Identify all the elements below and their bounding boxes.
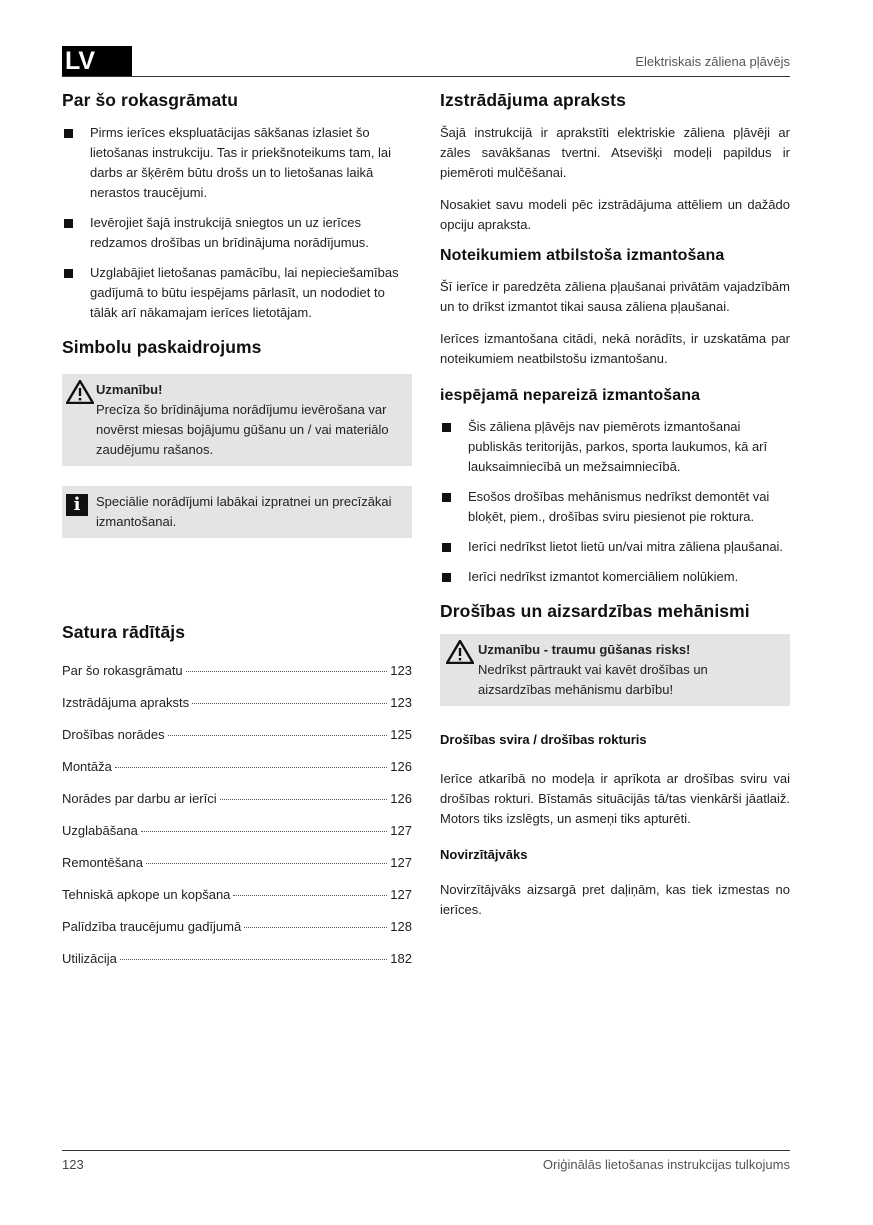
about-heading: Par šo rokasgrāmatu (62, 90, 239, 110)
warning-text: Precīza šo brīdinājuma norādījumu ievērošana var novērst miesas bojājumu gūšanu un / vai materiālo zaudējumu rašanos. (96, 402, 389, 457)
bullet-icon (442, 543, 451, 552)
warning-triangle-icon (446, 640, 474, 664)
page-header (62, 46, 790, 77)
description-section (440, 90, 790, 235)
intended-use-heading: Noteikumiem atbilstoša izmantošana (440, 247, 725, 264)
toc-item: Palīdzība traucējumu gadījumā 128 (62, 919, 412, 934)
list-item: Esošos drošības mehānismus nedrīkst demontēt vai bloķēt, piem., drošības sviru piesienot pie roktura. (440, 487, 790, 527)
bullet-icon (442, 573, 451, 582)
symbols-heading: Simbolu paskaidrojums (62, 337, 262, 357)
document-title: Elektriskais zāliena pļāvējs (635, 54, 790, 69)
toc-item: Drošības norādes 125 (62, 727, 412, 742)
intended-use-paragraph: Ierīces izmantošana citādi, nekā norādīts, ir uzskatāma par noteikumiem neatbilstošu izmantošanu. (440, 331, 790, 366)
toc-item: Uzglabāšana 127 (62, 823, 412, 838)
lever-paragraph: Ierīce atkarībā no modeļa ir aprīkota ar drošības sviru vai drošības rokturi. Bīstamās situācijās tā/tas vienkārši jāatlaiž. Motors tiks izslēgts, un asmeņi tiks apturēti. (440, 771, 790, 826)
symbols-section (62, 337, 412, 538)
list-item: Šis zāliena pļāvējs nav piemērots izmantošanai publiskās teritorijās, parkos, sporta laukumos, kā arī lauksaimniecībā un mežsaimniecībā. (440, 417, 790, 477)
list-item: Uzglabājiet lietošanas pamācību, lai nepieciešamības gadījumā to būtu iespējams pārlasīt, un nododiet to tālāk arī nākamajam ierīces lietotājam. (62, 263, 412, 323)
toc-item: Par šo rokasgrāmatu 123 (62, 663, 412, 678)
toc-item: Utilizācija 182 (62, 951, 412, 966)
safety-section (440, 601, 790, 920)
info-icon: i (66, 494, 88, 516)
bullet-icon (442, 493, 451, 502)
list-item: Ierīci nedrīkst izmantot komerciāliem nolūkiem. (440, 567, 790, 587)
right-column (440, 90, 790, 932)
safety-heading: Drošības un aizsardzības mehānismi (440, 601, 750, 621)
toc-item: Norādes par darbu ar ierīci 126 (62, 791, 412, 806)
bullet-icon (64, 129, 73, 138)
toc-item: Montāža 126 (62, 759, 412, 774)
misuse-heading: iespējamā nepareizā izmantošana (440, 387, 701, 404)
deflector-heading: Novirzītājvāks (440, 847, 528, 862)
description-paragraph: Šajā instrukcijā ir aprakstīti elektriskie zāliena pļāvēji ar zāles savākšanas tvertni. Atsevišķi modeļi papildus ir piemēroti mulčēšanai. (440, 125, 790, 180)
left-column (62, 90, 412, 966)
bullet-icon (64, 219, 73, 228)
bullet-icon (442, 423, 451, 432)
lever-heading: Drošības svira / drošības rokturis (440, 732, 647, 747)
warning-triangle-icon (66, 380, 94, 404)
warning-notice (62, 374, 412, 466)
footer-text: Oriģinālās lietošanas instrukcijas tulkojums (542, 1157, 790, 1172)
intended-use-section (440, 247, 790, 369)
info-notice (62, 486, 412, 538)
misuse-list (440, 417, 790, 587)
intended-use-paragraph: Šī ierīce ir paredzēta zāliena pļaušanai privātām vajadzībām un to drīkst izmantot tikai sausa zāliena pļaušanai. (440, 279, 790, 314)
deflector-paragraph: Novirzītājvāks aizsargā pret daļiņām, kas tiek izmestas no ierīces. (440, 882, 790, 917)
risk-warning-notice (440, 634, 790, 706)
toc-item: Izstrādājuma apraksts 123 (62, 695, 412, 710)
page-number: 123 (62, 1157, 84, 1172)
warning-text: Nedrīkst pārtraukt vai kavēt drošības un aizsardzības mehānismu darbību! (478, 662, 708, 697)
list-item: Ierīci nedrīkst lietot lietū un/vai mitra zāliena pļaušanai. (440, 537, 790, 557)
toc-item: Tehniskā apkope un kopšana 127 (62, 887, 412, 902)
list-item: Pirms ierīces ekspluatācijas sākšanas izlasiet šo lietošanas instrukciju. Tas ir priekšnoteikums tam, lai darbs ar šķērēm būtu drošs un to lietošanas laikā nerastos traucējumi. (62, 123, 412, 203)
warning-title: Uzmanību! (96, 382, 163, 397)
list-item: Ievērojiet šajā instrukcijā sniegtos un uz ierīces redzamos drošības un brīdinājuma norādījumus. (62, 213, 412, 253)
toc-item: Remontēšana 127 (62, 855, 412, 870)
misuse-section (440, 387, 790, 587)
about-section (62, 90, 412, 323)
description-heading: Izstrādājuma apraksts (440, 90, 626, 110)
toc-list (62, 663, 412, 983)
toc-heading: Satura rādītājs (62, 622, 186, 642)
info-text: Speciālie norādījumi labākai izpratnei un precīzākai izmantošanai. (96, 494, 392, 529)
description-paragraph: Nosakiet savu modeli pēc izstrādājuma attēliem un dažādo opciju apraksta. (440, 197, 790, 232)
bullet-icon (64, 269, 73, 278)
toc-section (62, 622, 412, 983)
language-badge: LV (62, 46, 132, 76)
about-list (62, 123, 412, 323)
page-footer (62, 1150, 790, 1172)
warning-title: Uzmanību - traumu gūšanas risks! (478, 642, 691, 657)
